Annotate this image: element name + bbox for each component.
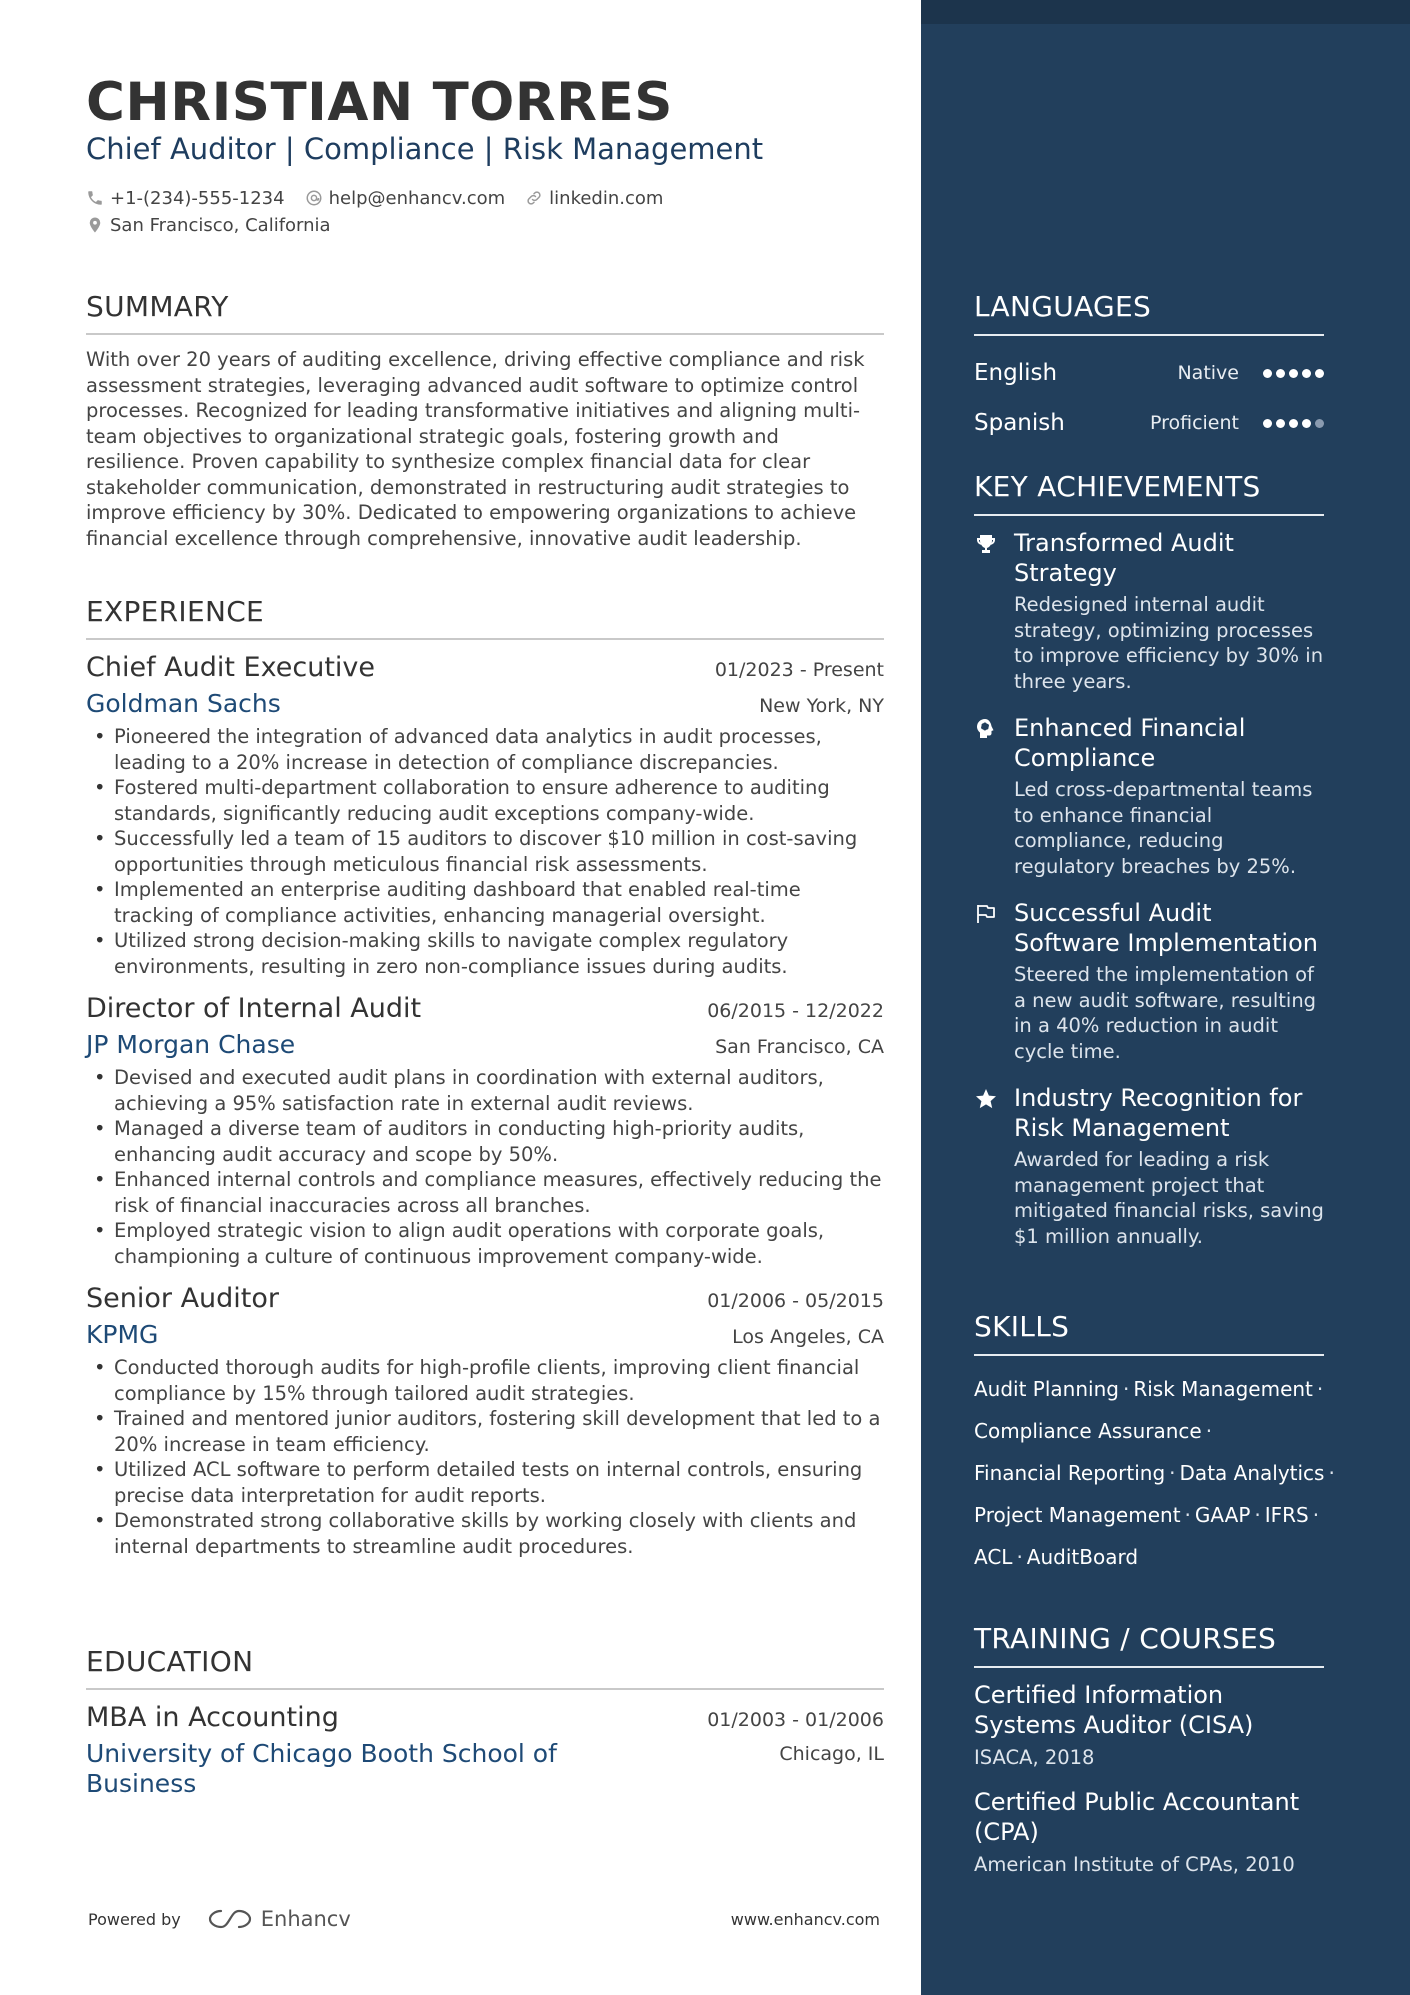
job-date: 01/2023 - Present: [714, 659, 884, 681]
proficiency-dots: [1263, 369, 1324, 378]
footer: [88, 1904, 880, 1934]
powered-by-text: Powered by: [88, 1909, 181, 1929]
link-icon: [525, 189, 543, 207]
phone-text: +1-(234)-555-1234: [110, 187, 285, 209]
language-level: Native: [1177, 362, 1239, 384]
bullet-item: • Pioneered the integration of advanced data analytics in audit processes, leading to a 20% increase in detection of compliance discrepancies.: [86, 724, 884, 775]
skills-heading: SKILLS: [974, 1310, 1324, 1356]
company-name: Goldman Sachs: [86, 689, 281, 718]
email-text: help@enhancv.com: [328, 187, 506, 209]
brand-name: Enhancv: [260, 1907, 351, 1931]
language-item: [974, 348, 1324, 398]
achievement-desc: Redesigned internal audit strategy, optimizing processes to improve efficiency by 30% in three years.: [1014, 593, 1324, 693]
job-bullets: [86, 1355, 884, 1559]
phone-icon: [86, 189, 104, 207]
achievement-title: Industry Recognition for Risk Management: [1014, 1084, 1303, 1142]
bullet-item: • Fostered multi-department collaboration to ensure adherence to auditing standards, significantly reducing audit exceptions company-wide.: [86, 775, 884, 826]
language-name: English: [974, 360, 1058, 386]
bullet-item: • Employed strategic vision to align audit operations with corporate goals, championing a culture of continuous improvement company-wide.: [86, 1218, 884, 1269]
summary-text: With over 20 years of auditing excellence, driving effective compliance and risk assessment strategies, leveraging advanced audit software to optimize control processes. Recognized for leading transformative initiatives and aligning multi-team objectives to organizational strategic goals, fostering growth and resilience. Proven capability to synthesize complex financial data for clear stakeholder communication, demonstrated in restructuring audit strategies to improve efficiency by 30%. Dedicated to empowering organizations to achieve financial excellence through comprehensive, innovative audit leadership.: [86, 348, 865, 550]
achievement-title: Transformed Audit Strategy: [1014, 529, 1234, 587]
skill-item: Project Management: [974, 1503, 1181, 1527]
achievement-desc: Led cross-departmental teams to enhance financial compliance, reducing regulatory breaches by 25%.: [1014, 778, 1313, 878]
job-bullets: [86, 724, 884, 979]
achievement-item: [974, 528, 1324, 694]
skill-item: Financial Reporting: [974, 1461, 1166, 1485]
bullet-item: • Implemented an enterprise auditing dashboard that enabled real-time tracking of compliance activities, enhancing managerial oversight.: [86, 877, 884, 928]
experience-heading: EXPERIENCE: [86, 595, 884, 640]
location-text: San Francisco, California: [110, 214, 331, 236]
skill-item: Compliance Assurance: [974, 1419, 1202, 1443]
bullet-item: • Successfully led a team of 15 auditors to discover $10 million in cost-saving opportunities through meticulous financial risk assessments.: [86, 826, 884, 877]
achievement-item: [974, 713, 1324, 879]
bullet-item: • Utilized ACL software to perform detailed tests on internal controls, ensuring precise data interpretation for audit reports.: [86, 1457, 884, 1508]
dot-filled: [1276, 419, 1285, 428]
achievements-heading: KEY ACHIEVEMENTS: [974, 470, 1324, 516]
achievement-title: Successful Audit Software Implementation: [1014, 899, 1318, 957]
job-entry: [86, 1283, 884, 1559]
email-contact[interactable]: [305, 188, 506, 209]
candidate-role: Chief Auditor | Compliance | Risk Management: [86, 132, 764, 166]
achievement-title: Enhanced Financial Compliance: [1014, 714, 1246, 772]
course-item: [974, 1680, 1324, 1769]
summary-heading: SUMMARY: [86, 290, 884, 335]
skill-item: Audit Planning: [974, 1377, 1119, 1401]
contact-info: [86, 186, 683, 240]
dot-filled: [1289, 369, 1298, 378]
bullet-item: • Conducted thorough audits for high-profile clients, improving client financial compliance by 15% through tailored audit strategies.: [86, 1355, 884, 1406]
languages-section: [974, 290, 1324, 448]
achievement-item: [974, 898, 1324, 1064]
skill-item: Data Analytics: [1179, 1461, 1325, 1485]
enhancv-logo-icon: [207, 1907, 253, 1931]
bullet-item: • Trained and mentored junior auditors, fostering skill development that led to a 20% increase in team efficiency.: [86, 1406, 884, 1457]
education-heading: EDUCATION: [86, 1645, 884, 1690]
dot-filled: [1289, 419, 1298, 428]
experience-section: [86, 595, 884, 1573]
job-location: Los Angeles, CA: [732, 1326, 884, 1348]
job-bullets: [86, 1065, 884, 1269]
job-date: 01/2006 - 05/2015: [707, 1290, 884, 1312]
linkedin-text: linkedin.com: [549, 187, 664, 209]
course-item: [974, 1787, 1324, 1876]
language-name: Spanish: [974, 410, 1065, 436]
dot-filled: [1302, 419, 1311, 428]
degree-title: MBA in Accounting: [86, 1702, 339, 1733]
brain-icon: [974, 717, 998, 741]
job-entry: [86, 993, 884, 1269]
language-item: [974, 398, 1324, 448]
candidate-name: CHRISTIAN TORRES: [86, 72, 673, 133]
achievement-item: [974, 1083, 1324, 1249]
bullet-item: • Enhanced internal controls and compliance measures, effectively reducing the risk of financial inaccuracies across all branches.: [86, 1167, 884, 1218]
company-name: JP Morgan Chase: [86, 1030, 296, 1059]
course-title: Certified Public Accountant (CPA): [974, 1788, 1300, 1846]
job-title: Chief Audit Executive: [86, 652, 376, 683]
education-section: [86, 1645, 884, 1799]
achievement-desc: Awarded for leading a risk management project that mitigated financial risks, saving $1 million annually.: [1014, 1148, 1324, 1248]
course-title: Certified Information Systems Auditor (CISA): [974, 1681, 1254, 1739]
achievement-desc: Steered the implementation of a new audit software, resulting in a 40% reduction in audit cycle time.: [1014, 963, 1317, 1063]
flag-icon: [974, 902, 998, 926]
course-meta: American Institute of CPAs, 2010: [974, 1853, 1295, 1876]
skill-item: ACL: [974, 1545, 1013, 1569]
skill-item: AuditBoard: [1026, 1545, 1139, 1569]
job-date: 06/2015 - 12/2022: [707, 1000, 884, 1022]
course-meta: ISACA, 2018: [974, 1746, 1095, 1769]
bullet-item: • Devised and executed audit plans in coordination with external auditors, achieving a 95% satisfaction rate in external audit reviews.: [86, 1065, 884, 1116]
skills-section: [974, 1310, 1335, 1578]
bullet-item: • Utilized strong decision-making skills to navigate complex regulatory environments, resulting in zero non-compliance issues during audits.: [86, 928, 884, 979]
dot-empty: [1315, 419, 1324, 428]
education-date: 01/2003 - 01/2006: [707, 1709, 884, 1731]
achievements-section: [974, 470, 1324, 1268]
bullet-item: • Demonstrated strong collaborative skills by working closely with clients and internal departments to streamline audit procedures.: [86, 1508, 884, 1559]
job-title: Senior Auditor: [86, 1283, 279, 1314]
linkedin-contact[interactable]: [525, 188, 663, 209]
at-icon: [305, 189, 323, 207]
dot-filled: [1263, 419, 1272, 428]
languages-heading: LANGUAGES: [974, 290, 1324, 336]
job-entry: [86, 652, 884, 979]
website-link[interactable]: www.enhancv.com: [730, 1909, 880, 1929]
proficiency-dots: [1263, 419, 1324, 428]
school-name: University of Chicago Booth School of Business: [86, 1739, 557, 1798]
dot-filled: [1302, 369, 1311, 378]
location-contact: [86, 215, 331, 236]
training-section: [974, 1622, 1324, 1894]
powered-by: [88, 1907, 351, 1931]
trophy-icon: [974, 532, 998, 556]
skill-item: Risk Management: [1133, 1377, 1313, 1401]
skills-list: Audit Planning · Risk Management · Compliance Assurance · Financial Reporting · Data Analytics · Project Management · GAAP · IFRS · ACL · AuditBoard: [974, 1377, 1335, 1569]
job-title: Director of Internal Audit: [86, 993, 422, 1024]
language-level: Proficient: [1149, 412, 1239, 434]
sidebar-top-bar: [921, 0, 1410, 24]
education-location: Chicago, IL: [779, 1743, 884, 1765]
summary-section: [86, 290, 884, 551]
company-name: KPMG: [86, 1320, 159, 1349]
brand-logo[interactable]: [207, 1907, 351, 1931]
job-location: New York, NY: [759, 695, 884, 717]
training-heading: TRAINING / COURSES: [974, 1622, 1324, 1668]
job-location: San Francisco, CA: [715, 1036, 884, 1058]
location-pin-icon: [86, 216, 104, 234]
dot-filled: [1276, 369, 1285, 378]
dot-filled: [1263, 369, 1272, 378]
bullet-item: • Managed a diverse team of auditors in conducting high-priority audits, enhancing audit accuracy and scope by 50%.: [86, 1116, 884, 1167]
skill-item: IFRS: [1264, 1503, 1309, 1527]
phone-contact[interactable]: [86, 188, 285, 209]
dot-filled: [1315, 369, 1324, 378]
skill-item: GAAP: [1194, 1503, 1251, 1527]
star-icon: [974, 1087, 998, 1111]
